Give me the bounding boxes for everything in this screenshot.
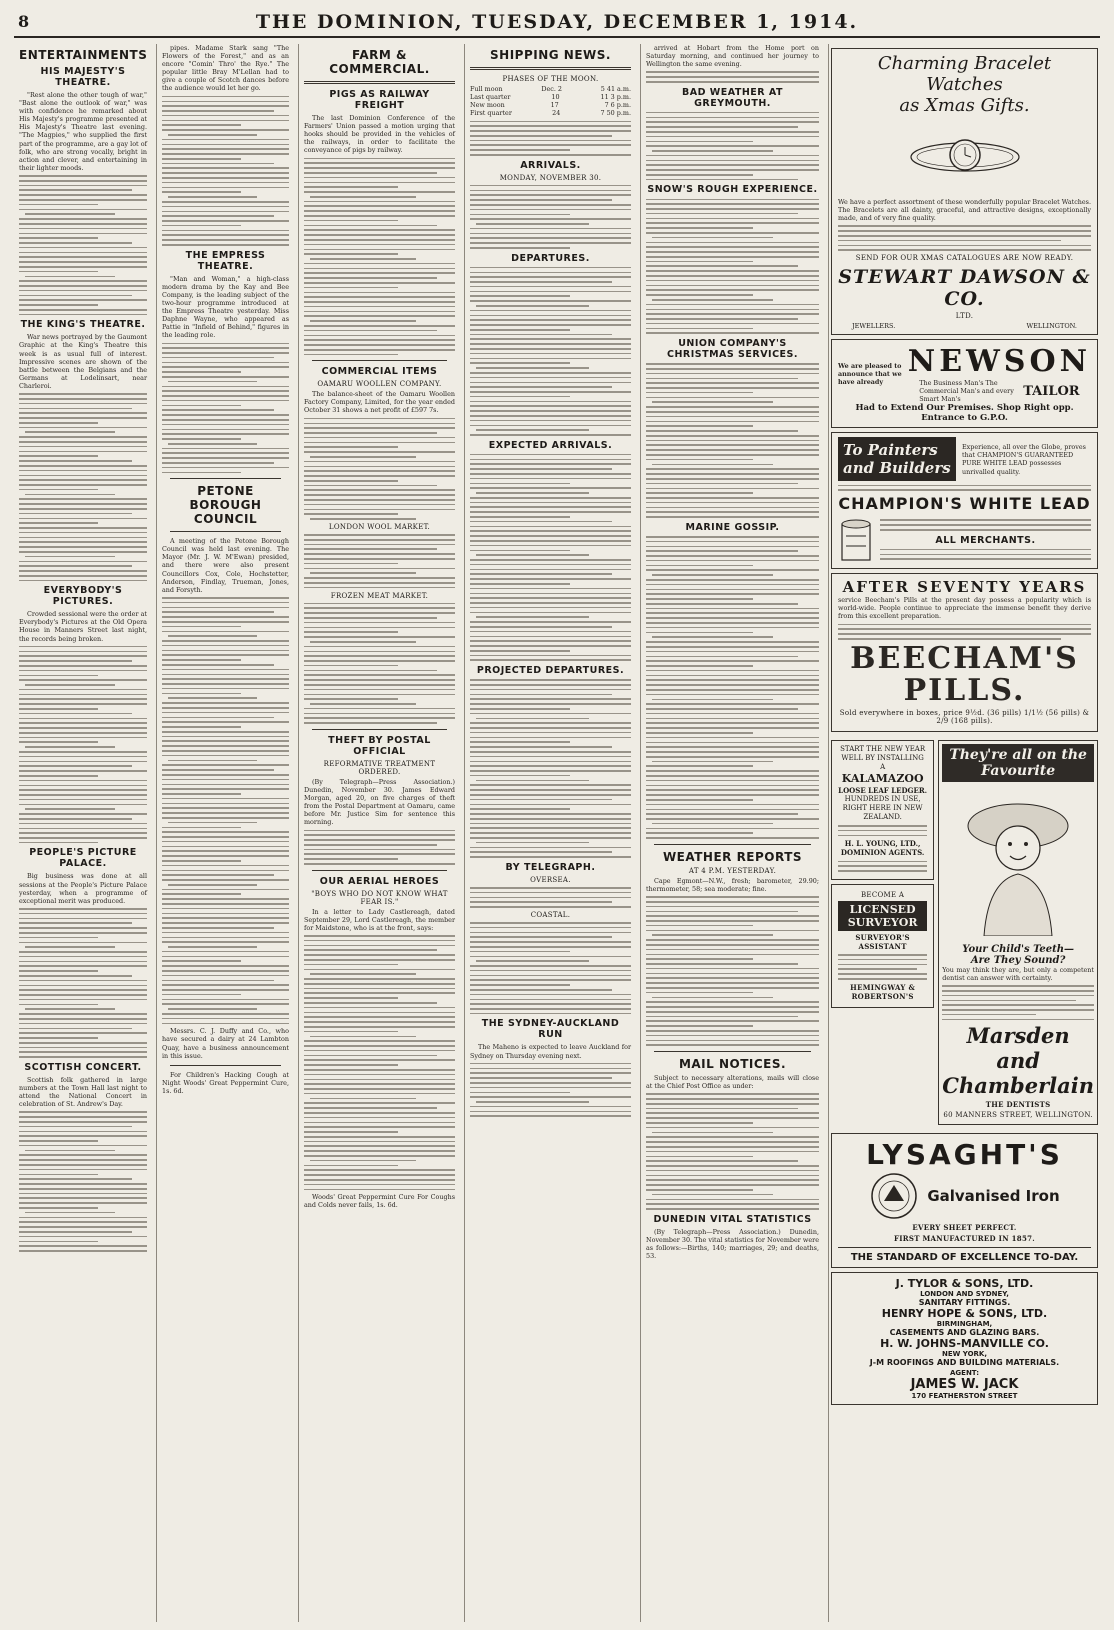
by-telegraph-heading: BY TELEGRAPH.	[505, 861, 596, 873]
oversea-body	[470, 887, 631, 908]
his-majestys-body	[19, 175, 147, 315]
empress-text: "Man and Woman," a high-class modern drama by the Kay and Bee Company, is the leading subject of the two-hour programme introduced at the Empress Theatre yesterday. Miss Daphne Wayne, who appeared as Pattie in "Infield of Behind," figures in the leading role.	[162, 274, 289, 340]
charm-body: We have a perfect assortment of these wonderfully popular Bracelet Watches. The Bracelets are all dainty, graceful, and attractive designs, exceptionally made, and of very fine quality.	[838, 198, 1091, 223]
dunedin-vital-text: (By Telegraph—Press Association.) Dunedin, November 30. The vital statistics for November were as follows:—Births, 140; marriages, 29; and deaths, 53.	[646, 1227, 819, 1260]
snow-experience-heading: SNOW'S ROUGH EXPERIENCE.	[647, 184, 818, 196]
arrivals-heading: ARRIVALS.	[520, 159, 581, 171]
column-farm-commercial	[298, 44, 460, 1622]
champion-title: CHAMPION'S WHITE LEAD	[838, 494, 1091, 514]
stewart-ltd: LTD.	[955, 312, 974, 321]
bracelet-watch-icon	[905, 124, 1025, 190]
mail-notices-heading: MAIL NOTICES.	[678, 1056, 787, 1071]
moon-phases-heading: PHASES OF THE MOON.	[502, 75, 599, 83]
moon-row: Full moon Dec. 2 5 41 a.m.	[470, 85, 631, 93]
moon-row: New moon 17 7 6 p.m.	[470, 101, 631, 110]
empress-body	[162, 343, 289, 474]
departures-heading: DEPARTURES.	[511, 252, 590, 264]
hope-product: CASEMENTS AND GLAZING BARS.	[889, 1328, 1040, 1338]
newson-intro: We are pleased to announce that we have already	[838, 361, 902, 386]
surveyor-firm: HEMINGWAY & ROBERTSON'S	[850, 982, 916, 1001]
sydney-auckland-heading: THE SYDNEY-AUCKLAND RUN	[481, 1018, 620, 1041]
kalamazoo-address	[838, 861, 927, 872]
peppermint-ad-two: Woods' Great Peppermint Cure For Coughs and Colds never fails, 1s. 6d.	[304, 1193, 455, 1210]
oamaru-woollen-text: The balance-sheet of the Oamaru Woollen Factory Company, Limited, for the year ended October 31 shows a net profit of £597 7s.	[304, 390, 455, 415]
lysaght-name: LYSAGHT'S	[866, 1138, 1063, 1172]
tides-body	[470, 121, 631, 156]
mail-body	[646, 1093, 819, 1209]
left-ad-stack	[831, 736, 934, 1130]
everybodys-text: Crowded sessional were the order at Everybody's Pictures at the Old Opera House in Manners Street last night, the records being broken.	[19, 610, 147, 643]
wool-body	[304, 534, 455, 588]
kalamazoo-name: KALAMAZOO	[841, 771, 924, 785]
oamaru-woollen-subhead: OAMARU WOOLLEN COMPANY.	[317, 380, 442, 389]
surveyor-lines	[838, 954, 927, 980]
trade-mark-icon	[869, 1171, 919, 1221]
stewart-footer	[838, 322, 1091, 330]
newson-bottom: Had to Extend Our Premises. Shop Right opp. Entrance to G.P.O.	[855, 403, 1074, 424]
his-majestys-heading: HIS MAJESTY'S THEATRE.	[40, 66, 126, 88]
favourite-marsden-ad	[938, 736, 1098, 1130]
aerial-heroes-subhead: "BOYS WHO DO NOT KNOW WHAT FEAR IS."	[311, 889, 448, 906]
agent-label: AGENT:	[950, 1369, 979, 1378]
mail-notices-text: Subject to necessary alterations, mails will close at the Chief Post Office as under:	[646, 1073, 819, 1091]
champion-side-text: Experience, all over the Globe, proves that CHAMPION'S GUARANTEED PURE WHITE LEAD possesses unrivalled quality.	[962, 443, 1086, 476]
weather-reports-text: Cape Egmont—N.W., fresh; barometer, 29.90; thermometer, 58; sea moderate; fine.	[646, 876, 819, 893]
tylor-location: LONDON AND SYDNEY,	[920, 1290, 1009, 1299]
newspaper-title: THE DOMINION, TUESDAY, DECEMBER 1, 1914.	[255, 11, 859, 33]
peppermint-ad-one: For Children's Hacking Cough at Night Woods' Great Peppermint Cure, 1s. 6d.	[162, 1070, 289, 1095]
stewart-dawson-ad	[831, 48, 1098, 335]
scottish-concert-text: Scottish folk gathered in large numbers at the Town Hall last night to attend the National Concert in celebration of St. Andrew's Day.	[19, 1075, 147, 1109]
expected-arrivals-heading: EXPECTED ARRIVALS.	[488, 439, 613, 451]
marine-gossip-heading: MARINE GOSSIP.	[685, 521, 780, 533]
aerial-body	[304, 935, 455, 1190]
sydney-body	[470, 1063, 631, 1117]
teeth-lines	[942, 985, 1094, 1020]
shipping-continued-text: arrived at Hobart from the Home port on Saturday morning, and continued her journey to Wellington the same evening.	[646, 44, 819, 69]
union-christmas-heading: UNION COMPANY'S CHRISTMAS SERVICES.	[667, 338, 798, 360]
projected-body	[470, 679, 631, 858]
hope-location: BIRMINGHAM,	[936, 1320, 993, 1329]
every-sheet-perfect: EVERY SHEET PERFECT.	[912, 1223, 1017, 1233]
hope-name: HENRY HOPE & SONS, LTD.	[881, 1307, 1048, 1321]
lysaght-ad	[831, 1133, 1098, 1268]
tylor-sons-ad	[831, 1272, 1098, 1405]
column-two	[156, 44, 294, 1622]
champion-body	[880, 519, 1091, 530]
painters-banner: To Painters and Builders	[838, 437, 956, 481]
beechams-name: BEECHAM'S PILLS.	[850, 640, 1079, 708]
all-merchants: ALL MERCHANTS.	[935, 534, 1036, 546]
theft-body	[304, 830, 455, 865]
newson-name: NEWSON	[907, 344, 1091, 380]
moon-phases-table	[470, 85, 631, 117]
everybodys-body	[19, 646, 147, 844]
stewart-dawson-name: STEWART DAWSON & CO.	[838, 266, 1091, 311]
farm-commercial-heading: FARM & COMMERCIAL.	[329, 48, 430, 76]
beechams-pills-ad	[831, 573, 1098, 732]
tylor-product: SANITARY FITTINGS.	[918, 1298, 1011, 1308]
london-wool-subhead: LONDON WOOL MARKET.	[328, 522, 431, 531]
licensed-surveyor-banner: LICENSED SURVEYOR	[838, 901, 927, 931]
theft-postal-text: (By Telegraph—Press Association.) Dunedin, November 30. James Edward Morgan, aged 20, on five charges of theft from the Postal Department at Oamaru, came before Mr. Justice Sim for sentence this morning.	[304, 777, 455, 827]
dentists-label: THE DENTISTS	[985, 1100, 1051, 1110]
peoples-picture-body	[19, 908, 147, 1058]
pigs-railway-text: The last Dominion Conference of the Farmers' Union passed a motion urging that hooks should be provided in the vehicles of the railways, in order to facilitate the conveyance of pigs by railway.	[304, 114, 455, 155]
moon-row: First quarter 24 7 50 p.m.	[470, 109, 631, 118]
champion-lines	[838, 485, 1091, 491]
stewart-jewellers: JEWELLERS.	[852, 322, 896, 331]
kalamazoo-hundreds: HUNDREDS IN USE, RIGHT HERE IN NEW ZEALAND.	[842, 794, 923, 821]
standard-of-excellence: THE STANDARD OF EXCELLENCE TO-DAY.	[838, 1247, 1091, 1263]
departures-body	[470, 267, 631, 436]
teeth-question2: Are They Sound?	[970, 954, 1066, 966]
frozen-meat-subhead: FROZEN MEAT MARKET.	[330, 591, 429, 600]
column-entertainments	[14, 44, 152, 1622]
favourite-banner: They're all on the Favourite	[942, 744, 1094, 782]
petone-body	[162, 597, 289, 1024]
weather-reports-subhead: AT 4 P.M. YESTERDAY.	[688, 866, 777, 875]
oversea-subhead: OVERSEA.	[530, 875, 571, 884]
surveyor-assistant: SURVEYOR'S ASSISTANT	[855, 932, 910, 951]
kings-theatre-text: War news portrayed by the Gaumont Graphic at the King's Theatre this week is as usual full of interest. Impressive scenes are shown of the battle between the Belgians and the Germans at Lodelinsart, near Charleroi.	[19, 333, 147, 390]
dunedin-vital-heading: DUNEDIN VITAL STATISTICS	[653, 1213, 812, 1225]
column-advertisements	[828, 44, 1100, 1622]
weather-reports-heading: WEATHER REPORTS	[662, 849, 803, 864]
sydney-auckland-text: The Maheno is expected to leave Auckland for Sydney on Thursday evening next.	[470, 1043, 631, 1060]
first-manufactured: FIRST MANUFACTURED IN 1857.	[893, 1234, 1036, 1244]
chamberlain-name: Chamberlain	[942, 1073, 1094, 1099]
marsden-address: 60 MANNERS STREET, WELLINGTON.	[943, 1111, 1093, 1120]
scottish-concert-body	[19, 1111, 147, 1251]
teeth-question1: Your Child's Teeth—	[962, 943, 1075, 955]
his-majestys-text: "Rest alone the other tough of war," "Bast alone the outlook of war," was with confidence he remarked about His Majesty's programme presented at His Majesty's Theatre last evening. "The Magpies," who supplied the first part of the programme, are a gay lot of folk, who are strong vocally, bright in action and clever, and entertaining in their lighter moods.	[19, 91, 147, 172]
stewart-city: WELLINGTON.	[1026, 322, 1077, 331]
theft-postal-heading: THEFT BY POSTAL OFFICIAL	[328, 734, 431, 757]
agent-name: JAMES W. JACK	[910, 1377, 1019, 1393]
gossip-body	[646, 536, 819, 839]
peoples-picture-text: Big business was done at all sessions at the People's Picture Palace yesterday, when a programme of exceptional merit was produced.	[19, 872, 147, 905]
kalamazoo-ledger: LOOSE LEAF LEDGER.	[838, 785, 928, 795]
petone-council-text: A meeting of the Petone Borough Council was held last evening. The Mayor (Mr. J. W. M'Ewan) presided, and there were also present Councillors Cox, Cole, Hochstetter, Anderson, Findlay, Trueman, Jones, and Forsyth.	[162, 537, 289, 594]
arrivals-date: MONDAY, NOVEMBER 30.	[499, 173, 602, 182]
entertainments-heading: ENTERTAINMENTS	[19, 48, 148, 62]
expected-body	[470, 454, 631, 661]
masthead	[14, 8, 1100, 38]
kalamazoo-ad	[831, 740, 934, 880]
tylor-name: J. TYLOR & SONS, LTD.	[895, 1277, 1034, 1291]
charm-headline: Charming Bracelet Watches	[877, 53, 1052, 95]
reformative-subhead: REFORMATIVE TREATMENT ORDERED.	[323, 759, 436, 776]
duffy-notice: Messrs. C. J. Duffy and Co., who have secured a dairy at 24 Lambton Quay, have a business announcement in this issue.	[162, 1027, 289, 1060]
scottish-concert-continued: pipes. Madame Stark sang "The Flowers of the Forest," and as an encore "Comin' Thro' the Rye." The popular little Bray M'Lellan had to give a couple of Scotch dances before the audience would let her go.	[162, 44, 289, 93]
newson-side: The Business Man's The Commercial Man's and every Smart Man's	[919, 379, 1014, 404]
kalamazoo-line1: START THE NEW YEAR WELL BY INSTALLING A	[840, 744, 926, 771]
champion-white-lead-ad	[831, 432, 1098, 569]
surveyor-become: BECOME A	[860, 890, 905, 899]
charm-subheadline: as Xmas Gifts.	[899, 95, 1030, 116]
champion-agents	[880, 549, 1091, 560]
beechams-lines	[838, 624, 1091, 640]
surveyor-ad	[831, 884, 934, 1008]
beechams-body: service Beecham's Pills at the present day possess a popularity which is world-wide. People continue to appreciate the immense benefit they derive from this excellent preparation.	[838, 596, 1091, 621]
moon-row: Last quarter 10 11 3 p.m.	[470, 93, 631, 102]
newson-ad	[831, 339, 1098, 428]
kalamazoo-agents: H. L. YOUNG, LTD., DOMINION AGENTS.	[840, 839, 925, 858]
shipping-continued-body	[646, 71, 819, 82]
oamaru-body	[304, 418, 455, 520]
petone-council-heading: PETONE BOROUGH COUNCIL	[189, 484, 262, 527]
galvanised-iron: Galvanised Iron	[927, 1187, 1060, 1206]
seventy-years-heading: AFTER SEVENTY YEARS	[842, 578, 1087, 597]
projected-departures-heading: PROJECTED DEPARTURES.	[476, 665, 625, 677]
paint-tin-icon	[838, 516, 874, 564]
johns-manville-name: H. W. JOHNS-MANVILLE CO.	[880, 1337, 1049, 1351]
agent-address: 170 FEATHERSTON STREET	[911, 1392, 1018, 1401]
greymouth-heading: BAD WEATHER AT GREYMOUTH.	[681, 86, 783, 109]
arrivals-body	[470, 185, 631, 249]
aerial-heroes-text: In a letter to Lady Castlereagh, dated September 29, Lord Castlereagh, the member for Maidstone, who is at the front, says:	[304, 907, 455, 932]
kings-theatre-heading: THE KING'S THEATRE.	[20, 319, 146, 331]
snow-body	[646, 199, 819, 334]
johns-manville-location: NEW YORK,	[941, 1350, 988, 1359]
union-body	[646, 363, 819, 518]
kalamazoo-lines	[838, 825, 927, 836]
meat-body	[304, 603, 455, 724]
beechams-foot: Sold everywhere in boxes, price 9½d. (36 pills) 1/1½ (56 pills) & 2/9 (168 pills).	[839, 708, 1090, 725]
peoples-picture-heading: PEOPLE'S PICTURE PALACE.	[29, 847, 137, 870]
teeth-body: You may think they are, but only a competent dentist can answer with certainty.	[942, 965, 1094, 982]
column-shipping	[464, 44, 636, 1622]
coastal-subhead: COASTAL.	[530, 910, 571, 919]
commercial-items-heading: COMMERCIAL ITEMS	[321, 366, 438, 378]
newson-tailor: TAILOR	[1023, 383, 1080, 399]
everybodys-heading: EVERYBODY'S PICTURES.	[43, 585, 123, 608]
empress-heading: THE EMPRESS THEATRE.	[185, 249, 266, 272]
charm-more	[838, 225, 1091, 251]
charm-cta: SEND FOR OUR XMAS CATALOGUES ARE NOW READY.	[855, 254, 1074, 263]
pigs-railway-heading: PIGS AS RAILWAY FREIGHT	[329, 89, 430, 111]
page-number: 8	[18, 12, 30, 31]
child-portrait-icon	[948, 786, 1088, 936]
shipping-heading: SHIPPING NEWS.	[490, 48, 611, 62]
scottish-concert-heading: SCOTTISH CONCERT.	[24, 1061, 142, 1073]
column-five	[640, 44, 824, 1622]
marsden-name: Marsden and	[966, 1023, 1070, 1074]
concert-body	[162, 96, 289, 246]
weather-body	[646, 896, 819, 1046]
greymouth-body	[646, 112, 819, 181]
johns-manville-product: J-M ROOFINGS AND BUILDING MATERIALS.	[869, 1358, 1060, 1368]
coastal-body	[470, 922, 631, 1014]
pigs-body	[304, 158, 455, 356]
kings-theatre-body	[19, 393, 147, 581]
aerial-heroes-heading: OUR AERIAL HEROES	[319, 875, 440, 887]
